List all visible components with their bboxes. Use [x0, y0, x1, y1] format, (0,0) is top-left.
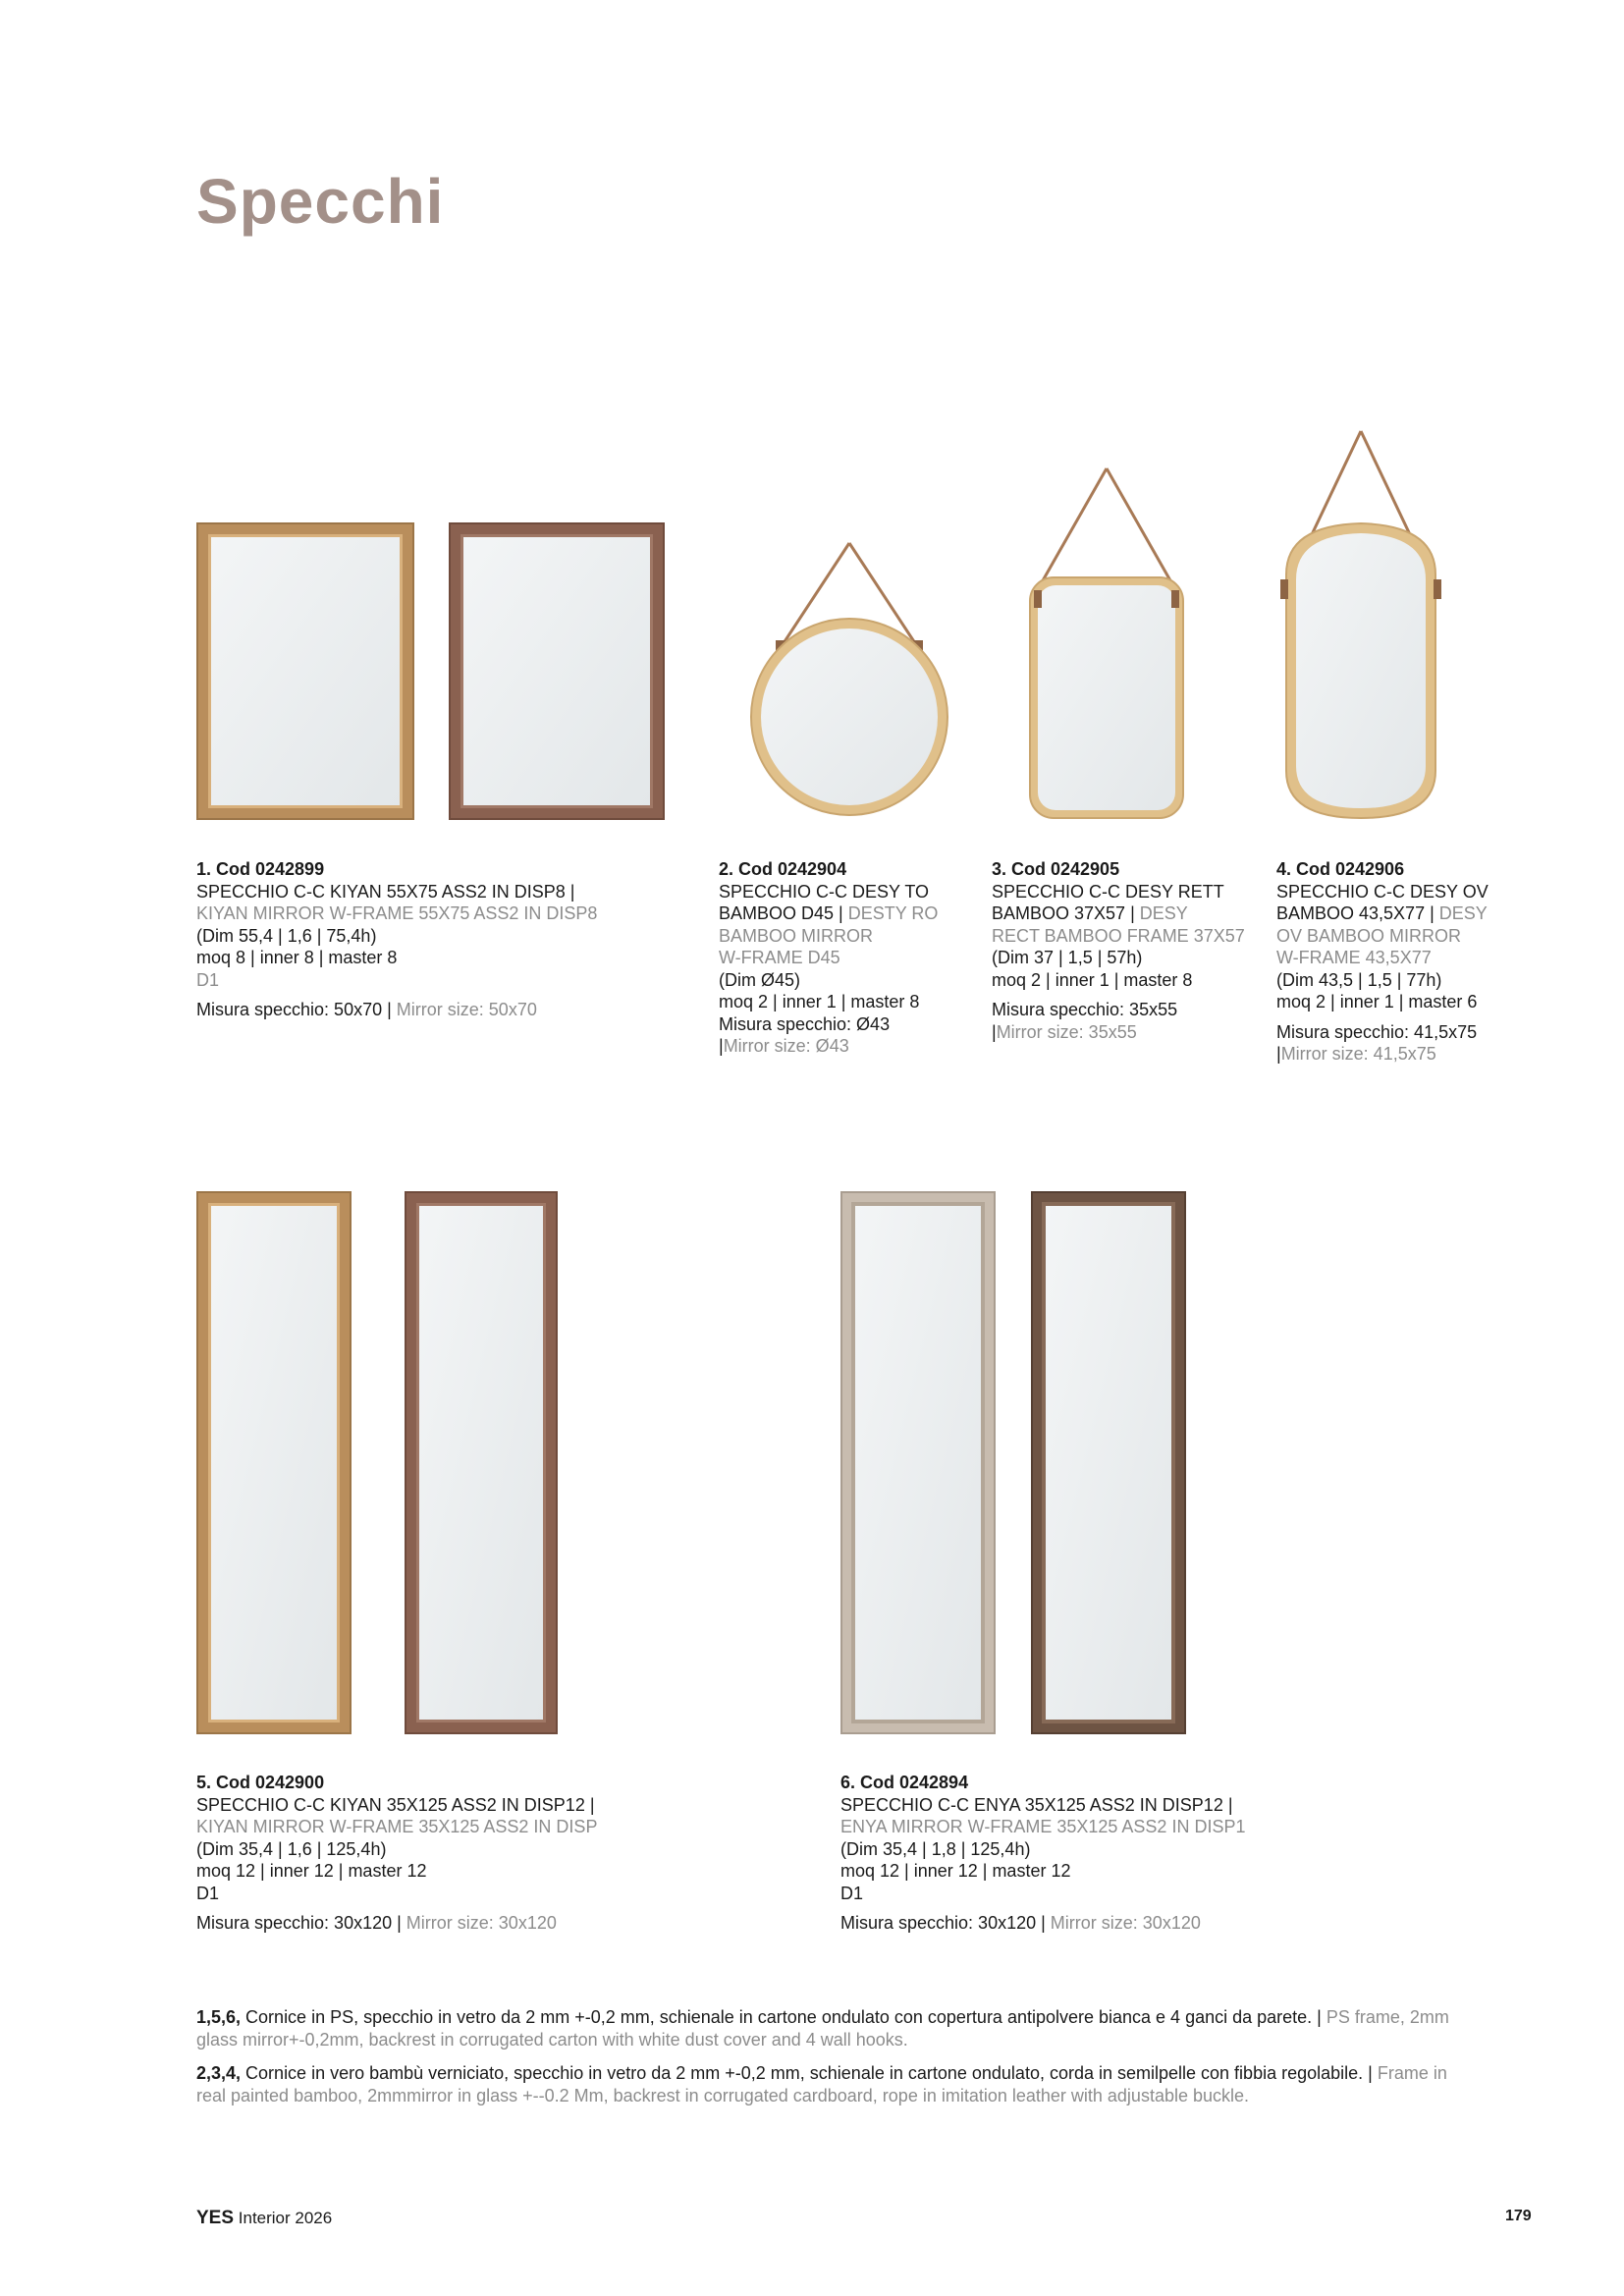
footer-brand — [196, 2208, 332, 2229]
product-dim: (Dim 35,4 | 1,6 | 125,4h) — [196, 1838, 387, 1859]
brand-logo: YES — [196, 2208, 235, 2228]
product-dim: (Dim 55,4 | 1,6 | 75,4h) — [196, 925, 377, 946]
product-name-it: SPECCHIO C-C DESY RETT — [992, 881, 1224, 902]
product-pack: moq 2 | inner 1 | master 8 — [992, 969, 1193, 990]
product-name-en: DESTY RO — [847, 903, 939, 923]
catalog-name: Interior 2026 — [238, 2209, 333, 2227]
product-name-en: KIYAN MIRROR W-FRAME 35X125 ASS2 IN DISP — [196, 1817, 598, 1836]
product-pack: moq 8 | inner 8 | master 8 — [196, 948, 398, 967]
note-text-en: PS frame, 2mm glass mirror+-0,2mm, backrest in corrugated carton with white dust cover and 4 wall hooks. — [196, 2007, 1449, 2050]
page-number: 179 — [1505, 2208, 1532, 2224]
mirror-kiyan-oak-image — [196, 522, 414, 820]
material-notes — [196, 2006, 1473, 2118]
product-name-en: ENYA MIRROR W-FRAME 35X125 ASS2 IN DISP1 — [840, 1817, 1246, 1836]
note-text-en: Frame in real painted bamboo, 2mmmirror in glass +--0.2 Mm, backrest in corrugated cardboard, rope in imitation leather with adjustable buckle. — [196, 2063, 1447, 2105]
note-ref: 1,5,6, — [196, 2007, 242, 2027]
product-name-en: RECT BAMBOO FRAME 37X57 — [992, 925, 1245, 946]
mirror-size-it: Misura specchio: 41,5x75 — [1276, 1021, 1478, 1042]
note-ref: 2,3,4, — [196, 2063, 242, 2083]
product-1-text: 1. Cod 0242899 SPECCHIO C-C KIYAN 55X75 ASS2 IN DISP8 | KIYAN MIRROR W-FRAME 55X75 ASS2 IN DISP8 (Dim 55,4 | 1,6 | 75,4h) moq 8 | inner 8 | master 8 D1 Misura specchio: 50x70 | Mirror size: 50x70 — [196, 859, 598, 1019]
mirror-size-it: Misura specchio: 30x120 — [840, 1913, 1037, 1933]
product-code: 5. Cod 0242900 — [196, 1773, 325, 1792]
mirror-size-it: Misura specchio: 35x55 — [992, 1000, 1178, 1019]
page-title: Specchi — [196, 166, 445, 237]
product-3-text: 3. Cod 0242905 SPECCHIO C-C DESY RETT BAMBOO 37X57 | DESY RECT BAMBOO FRAME 37X57 (Dim 37 | 1,5 | 57h) moq 2 | inner 1 | master 8 Misura specchio: 35x55 |Mirror size: 35x55 — [992, 859, 1245, 1042]
product-name-it: SPECCHIO C-C KIYAN 35X125 ASS2 IN DISP12 | — [196, 1794, 595, 1815]
product-name-it: BAMBOO D45 | — [719, 903, 843, 923]
product-code: 2. Cod 0242904 — [719, 859, 847, 879]
mirror-enya-brown-image — [1031, 1191, 1186, 1734]
product-code: 3. Cod 0242905 — [992, 859, 1120, 879]
product-pack: moq 2 | inner 1 | master 6 — [1276, 992, 1478, 1011]
mirror-size-en: Mirror size: 30x120 — [1050, 1913, 1201, 1933]
product-dim: (Dim 35,4 | 1,8 | 125,4h) — [840, 1838, 1031, 1859]
mirror-desy-round-image — [746, 538, 952, 823]
product-name-en: OV BAMBOO MIRROR — [1276, 925, 1462, 946]
note-2: 2,3,4, Cornice in vero bambù verniciato, specchio in vetro da 2 mm +-0,2 mm, schienale in cartone ondulato, corda in semilpelle con fibbia regolabile. | Frame in real painted bamboo, 2mmmirror in glass +--0.2 Mm, backrest in corrugated cardboard, rope in imitation leather with adjustable buckle. — [196, 2063, 1447, 2105]
product-2-text: 2. Cod 0242904 SPECCHIO C-C DESY TO BAMBOO D45 | DESTY RO BAMBOO MIRROR W-FRAME D45 (Dim Ø45) moq 2 | inner 1 | master 8 Misura specchio: Ø43 |Mirror size: Ø43 — [719, 859, 939, 1056]
mirror-size-en: Mirror size: Ø43 — [723, 1036, 849, 1056]
product-name-en: DESY — [1438, 903, 1488, 923]
product-name-en: KIYAN MIRROR W-FRAME 55X75 ASS2 IN DISP8 — [196, 903, 598, 923]
note-text-it: Cornice in PS, specchio in vetro da 2 mm +-0,2 mm, schienale in cartone ondulato con copertura antipolvere bianca e 4 ganci da parete. — [241, 2007, 1313, 2027]
note-text-it: Cornice in vero bambù verniciato, specchio in vetro da 2 mm +-0,2 mm, schienale in cartone ondulato, corda in semilpelle con fibbia regolabile. — [241, 2063, 1364, 2083]
product-code: 1. Cod 0242899 — [196, 859, 325, 879]
mirror-kiyan-walnut-image — [449, 522, 665, 820]
product-dim: (Dim 43,5 | 1,5 | 77h) — [1276, 969, 1442, 990]
mirror-size-it: Misura specchio: 50x70 — [196, 1000, 383, 1019]
product-pack: moq 2 | inner 1 | master 8 — [719, 992, 920, 1011]
product-pack: moq 12 | inner 12 | master 12 — [840, 1861, 1071, 1881]
product-code: 4. Cod 0242906 — [1276, 859, 1405, 879]
product-name-en: W-FRAME 43,5X77 — [1276, 948, 1432, 967]
product-6-text: 6. Cod 0242894 SPECCHIO C-C ENYA 35X125 ASS2 IN DISP12 | ENYA MIRROR W-FRAME 35X125 ASS2 IN DISP1 (Dim 35,4 | 1,8 | 125,4h) moq 12 | inner 12 | master 12 D1 Misura specchio: 30x120 | Mirror size: 30x120 — [840, 1773, 1246, 1933]
mirror-kiyan-long-walnut-image — [405, 1191, 558, 1734]
product-dim: (Dim 37 | 1,5 | 57h) — [992, 948, 1143, 967]
mirror-kiyan-long-oak-image — [196, 1191, 352, 1734]
mirror-size-en: Mirror size: 50x70 — [396, 1000, 537, 1019]
product-name-it: SPECCHIO C-C KIYAN 55X75 ASS2 IN DISP8 | — [196, 881, 575, 902]
product-name-en: DESY — [1139, 903, 1188, 923]
product-name-it: SPECCHIO C-C ENYA 35X125 ASS2 IN DISP12 | — [840, 1794, 1233, 1815]
mirror-size-en: Mirror size: 30x120 — [406, 1913, 557, 1933]
product-dim: (Dim Ø45) — [719, 969, 801, 990]
product-5-text: 5. Cod 0242900 SPECCHIO C-C KIYAN 35X125 ASS2 IN DISP12 | KIYAN MIRROR W-FRAME 35X125 ASS2 IN DISP (Dim 35,4 | 1,6 | 125,4h) moq 12 | inner 12 | master 12 D1 Misura specchio: 30x120 | Mirror size: 30x120 — [196, 1773, 598, 1933]
product-name-it: BAMBOO 37X57 | — [992, 903, 1135, 923]
product-extra: D1 — [196, 969, 220, 990]
product-extra: D1 — [196, 1883, 220, 1903]
product-code: 6. Cod 0242894 — [840, 1773, 969, 1792]
mirror-desy-oval-image — [1276, 427, 1445, 822]
product-name-it: SPECCHIO C-C DESY OV — [1276, 881, 1489, 902]
product-pack: moq 12 | inner 12 | master 12 — [196, 1861, 427, 1881]
product-extra: D1 — [840, 1883, 864, 1903]
product-4-text: 4. Cod 0242906 SPECCHIO C-C DESY OV BAMBOO 43,5X77 | DESY OV BAMBOO MIRROR W-FRAME 43,5X77 (Dim 43,5 | 1,5 | 77h) moq 2 | inner 1 | master 6 Misura specchio: 41,5x75 |Mirror size: 41,5x75 — [1276, 859, 1489, 1064]
mirror-desy-rect-image — [1024, 465, 1189, 822]
mirror-size-en: Mirror size: 35x55 — [996, 1021, 1137, 1042]
product-name-en: BAMBOO MIRROR — [719, 925, 874, 946]
note-1: 1,5,6, Cornice in PS, specchio in vetro da 2 mm +-0,2 mm, schienale in cartone ondulato con copertura antipolvere bianca e 4 ganci da parete. | PS frame, 2mm glass mirror+-0,2mm, backrest in corrugated carton with white dust cover and 4 wall hooks. — [196, 2007, 1449, 2050]
mirror-size-it: Misura specchio: Ø43 — [719, 1013, 891, 1034]
product-name-en: W-FRAME D45 — [719, 948, 840, 967]
mirror-size-en: Mirror size: 41,5x75 — [1280, 1044, 1436, 1064]
mirror-size-it: Misura specchio: 30x120 — [196, 1913, 393, 1933]
product-name-it: BAMBOO 43,5X77 | — [1276, 903, 1435, 923]
mirror-enya-beige-image — [840, 1191, 996, 1734]
product-name-it: SPECCHIO C-C DESY TO — [719, 881, 930, 902]
